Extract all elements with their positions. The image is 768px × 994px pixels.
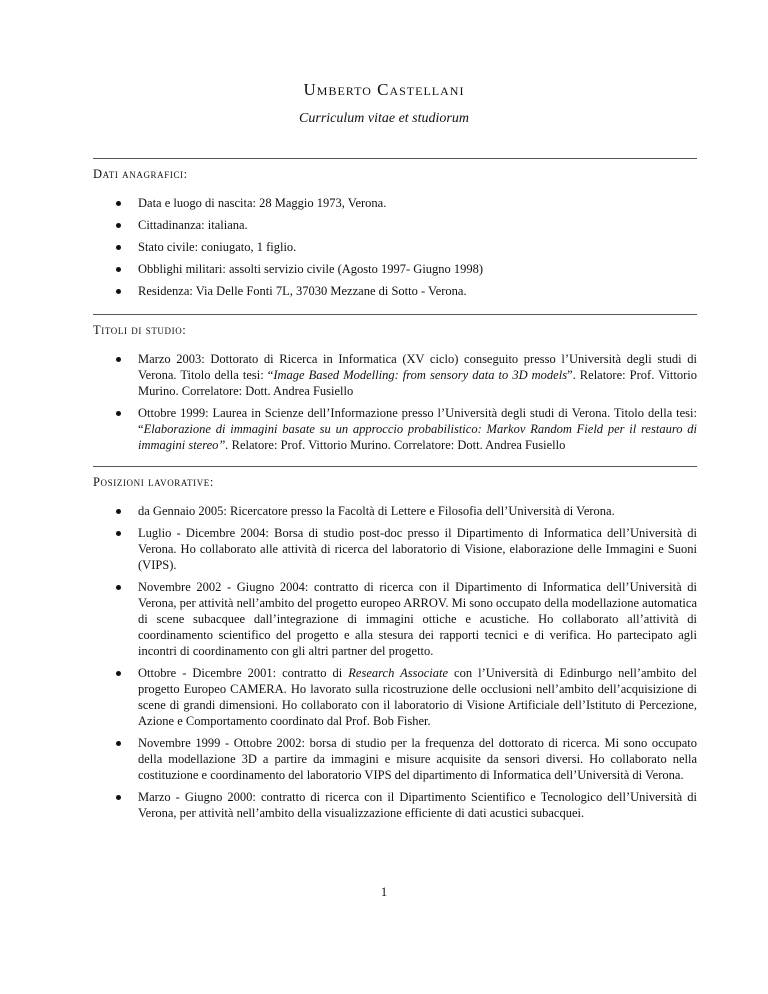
section-title: Titoli di studio: <box>93 323 187 337</box>
bullet-icon <box>116 741 121 746</box>
item-text: Relatore: Prof. Vittorio Murino. Correlatore: Dott. Andrea Fusiello <box>228 438 566 452</box>
item-text: Obblighi militari: assolti servizio civile (Agosto 1997- Giugno 1998) <box>138 262 484 276</box>
item-text: Marzo - Giugno 2000: contratto di ricerca con il Dipartimento Scientifico e Tecnologico dell’Università di Verona, per attività nell’ambito della visualizzazione efficiente di dati acustici subacquei. <box>138 790 697 820</box>
list-item <box>93 195 697 211</box>
bullet-icon <box>116 671 121 676</box>
item-text: Stato civile: coniugato, 1 figlio. <box>138 240 297 254</box>
bullet-icon <box>116 411 121 416</box>
list-item <box>93 503 697 519</box>
item-text: con l’Università di Edinburgo nell’ambito del progetto Europeo CAMERA. Ho lavorato sulla ricostruzione delle occlusioni nell’ambito dell’acquisizione di scene di grandi dimensioni. Ho collaborato con il laboratorio di Visione Artificiale dell’Istituto di Percezione, Azione e Comportamento coordinato dal Prof. Bob Fisher. <box>138 666 697 728</box>
section-dati-anagrafici <box>93 158 697 305</box>
item-text: ”. Relatore: Prof. Vittorio Murino. Correlatore: Dott. Andrea Fusiello <box>138 368 697 398</box>
bullet-icon <box>116 223 121 228</box>
item-text: Ottobre - Dicembre 2001: contratto di <box>138 666 349 680</box>
list-item <box>93 525 697 573</box>
item-text: Cittadinanza: italiana. <box>138 218 248 232</box>
item-text: Data e luogo di nascita: 28 Maggio 1973, Verona. <box>138 196 387 210</box>
item-text: Novembre 1999 - Ottobre 2002: borsa di studio per la frequenza del dottorato di ricerca. Mi sono occupato della modellazione 3D a partire da immagini e misure acquisite da sensori diversi. Ho collaborato nella costituzione e coordinamento del laboratorio VIPS del dipartimento di Informatica dell’Università di Verona. <box>138 736 697 782</box>
section-divider <box>93 466 697 467</box>
bullet-icon <box>116 245 121 250</box>
section-posizioni-lavorative <box>93 466 697 827</box>
section-title: Posizioni lavorative: <box>93 475 214 489</box>
list-item <box>93 239 697 255</box>
list-item <box>93 665 697 729</box>
bullet-icon <box>116 267 121 272</box>
bullet-icon <box>116 357 121 362</box>
document-header <box>0 79 768 128</box>
list-item <box>93 735 697 783</box>
bullet-icon <box>116 585 121 590</box>
document-subtitle: Curriculum vitae et studiorum <box>299 111 469 126</box>
section-title: Dati anagrafici: <box>93 167 188 181</box>
item-text: Luglio - Dicembre 2004: Borsa di studio post-doc presso il Dipartimento di Informatica dell’Università di Verona. Ho collaborato alle attività di ricerca del laboratorio di Visione, elaborazione delle Immagini e Suoni (VIPS). <box>138 526 697 572</box>
section-divider <box>93 158 697 159</box>
bullet-icon <box>116 795 121 800</box>
employment-list <box>93 503 697 821</box>
bullet-icon <box>116 201 121 206</box>
thesis-title: Image Based Modelling: from sensory data to 3D models <box>273 368 568 382</box>
education-list <box>93 351 697 453</box>
list-item <box>93 217 697 233</box>
list-item <box>93 789 697 821</box>
thesis-title: Elaborazione di immagini basate su un approccio probabilistico: Markov Random Field per il restauro di immagini stereo”. <box>138 422 697 452</box>
item-text: Residenza: Via Delle Fonti 7L, 37030 Mezzane di Sotto - Verona. <box>138 284 467 298</box>
bullet-icon <box>116 289 121 294</box>
item-text: Novembre 2002 - Giugno 2004: contratto di ricerca con il Dipartimento di Informatica dell’Università di Verona, per attività nell’ambito del progetto europeo ARROV. Mi sono occupato della modellazione automatica di scene subacquee dall’integrazione di immagini ottiche e acustiche. Ho collaborato all’attività di coordinamento scientifico del progetto e alla stesura dei rapporti tecnici e di verifica. Ho partecipato agli incontri di coordinamento con gli altri partner del progetto. <box>138 580 697 658</box>
author-name: Umberto Castellani <box>303 80 465 99</box>
section-titoli-di-studio <box>93 314 697 459</box>
list-item <box>93 261 697 277</box>
item-text: Marzo 2003: Dottorato di Ricerca in Informatica (XV ciclo) conseguito presso l’Università degli studi di Verona. Titolo della tesi: “ <box>138 352 697 382</box>
list-item <box>93 579 697 659</box>
list-item <box>93 405 697 453</box>
list-item <box>93 351 697 399</box>
bullet-icon <box>116 531 121 536</box>
bullet-icon <box>116 509 121 514</box>
list-item <box>93 283 697 299</box>
item-text: Ottobre 1999: Laurea in Scienze dell’Informazione presso l’Università degli studi di Verona. Titolo della tesi: “ <box>138 406 697 436</box>
research-associate-emphasis: Research Associate <box>348 666 449 680</box>
page-number: 1 <box>380 885 388 899</box>
personal-data-list <box>93 195 697 299</box>
section-divider <box>93 314 697 315</box>
item-text: da Gennaio 2005: Ricercatore presso la Facoltà di Lettere e Filosofia dell’Università di Verona. <box>138 504 615 518</box>
